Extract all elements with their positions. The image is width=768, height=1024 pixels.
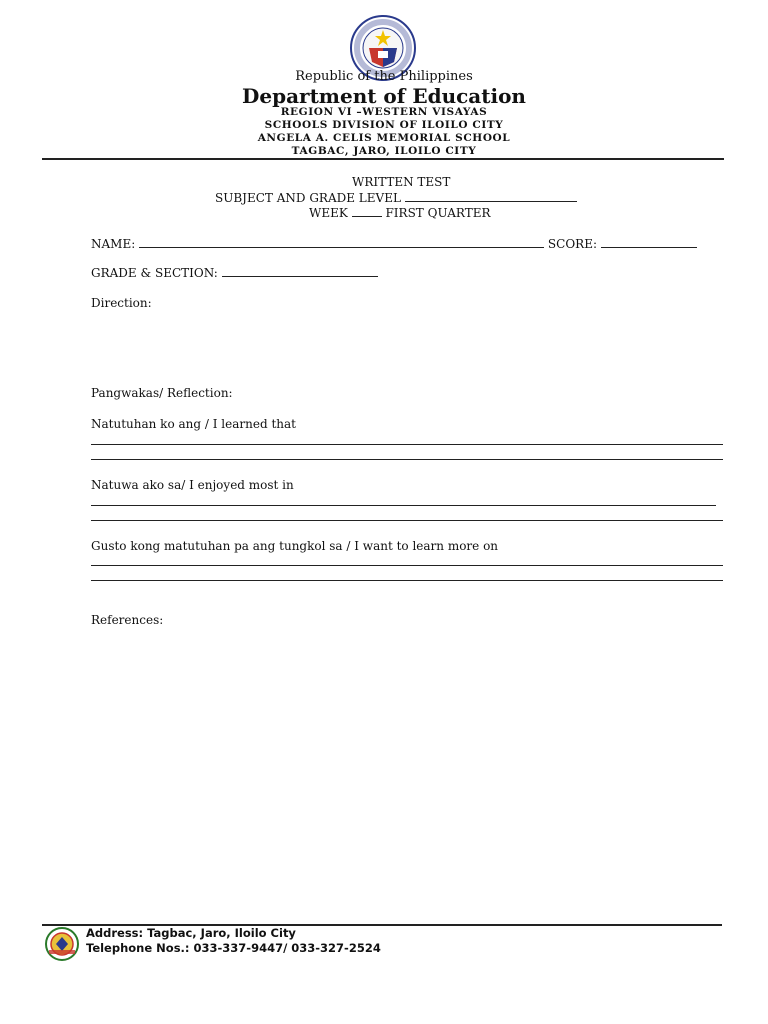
subject-grade-level	[215, 190, 577, 205]
reflection-heading: Pangwakas/ Reflection:	[91, 386, 233, 400]
footer-telephone: Telephone Nos.: 033-337-9447/ 033-327-2524	[86, 941, 381, 955]
grade-section-row	[91, 265, 378, 280]
enjoyed-answer-line-1[interactable]	[91, 505, 716, 506]
footer-address: Address: Tagbac, Jaro, Iloilo City	[86, 926, 296, 940]
name-row	[91, 236, 697, 251]
test-title: WRITTEN TEST	[352, 175, 451, 189]
want-to-learn-prompt: Gusto kong matutuhan pa ang tungkol sa / I want to learn more on	[91, 539, 499, 553]
learned-answer-line-2[interactable]	[91, 459, 723, 460]
direction-label: Direction:	[91, 296, 152, 310]
enjoyed-prompt: Natuwa ako sa/ I enjoyed most in	[91, 478, 294, 492]
subject-label: SUBJECT AND GRADE LEVEL	[215, 191, 401, 205]
week-label: WEEK	[309, 206, 348, 220]
references-label: References:	[91, 613, 164, 627]
division-text: SCHOOLS DIVISION OF ILOILO CITY	[264, 119, 504, 131]
department-title: Department of Education	[242, 84, 526, 108]
name-field[interactable]	[139, 236, 544, 248]
learned-answer-line-1[interactable]	[91, 444, 723, 445]
score-field[interactable]	[601, 236, 697, 248]
school-location: TAGBAC, JARO, ILOILO CITY	[291, 145, 477, 157]
enjoyed-answer-line-2[interactable]	[91, 520, 723, 521]
week-blank[interactable]	[352, 205, 382, 217]
score-label: SCORE:	[547, 237, 597, 251]
school-logo	[43, 927, 81, 961]
republic-text: Republic of the Philippines	[295, 69, 473, 84]
week-quarter	[309, 205, 491, 220]
grade-section-label: GRADE & SECTION:	[91, 266, 218, 280]
header-divider	[42, 158, 724, 160]
want-to-learn-line-2[interactable]	[91, 580, 723, 581]
name-label: NAME:	[91, 237, 136, 251]
subject-blank[interactable]	[405, 190, 577, 202]
school-name: ANGELA A. CELIS MEMORIAL SCHOOL	[257, 132, 511, 144]
want-to-learn-line-1[interactable]	[91, 565, 723, 566]
learned-prompt: Natutuhan ko ang / I learned that	[91, 417, 296, 431]
quarter-label: FIRST QUARTER	[385, 206, 491, 220]
region-text: REGION VI –WESTERN VISAYAS	[280, 106, 488, 118]
grade-section-field[interactable]	[222, 265, 378, 277]
